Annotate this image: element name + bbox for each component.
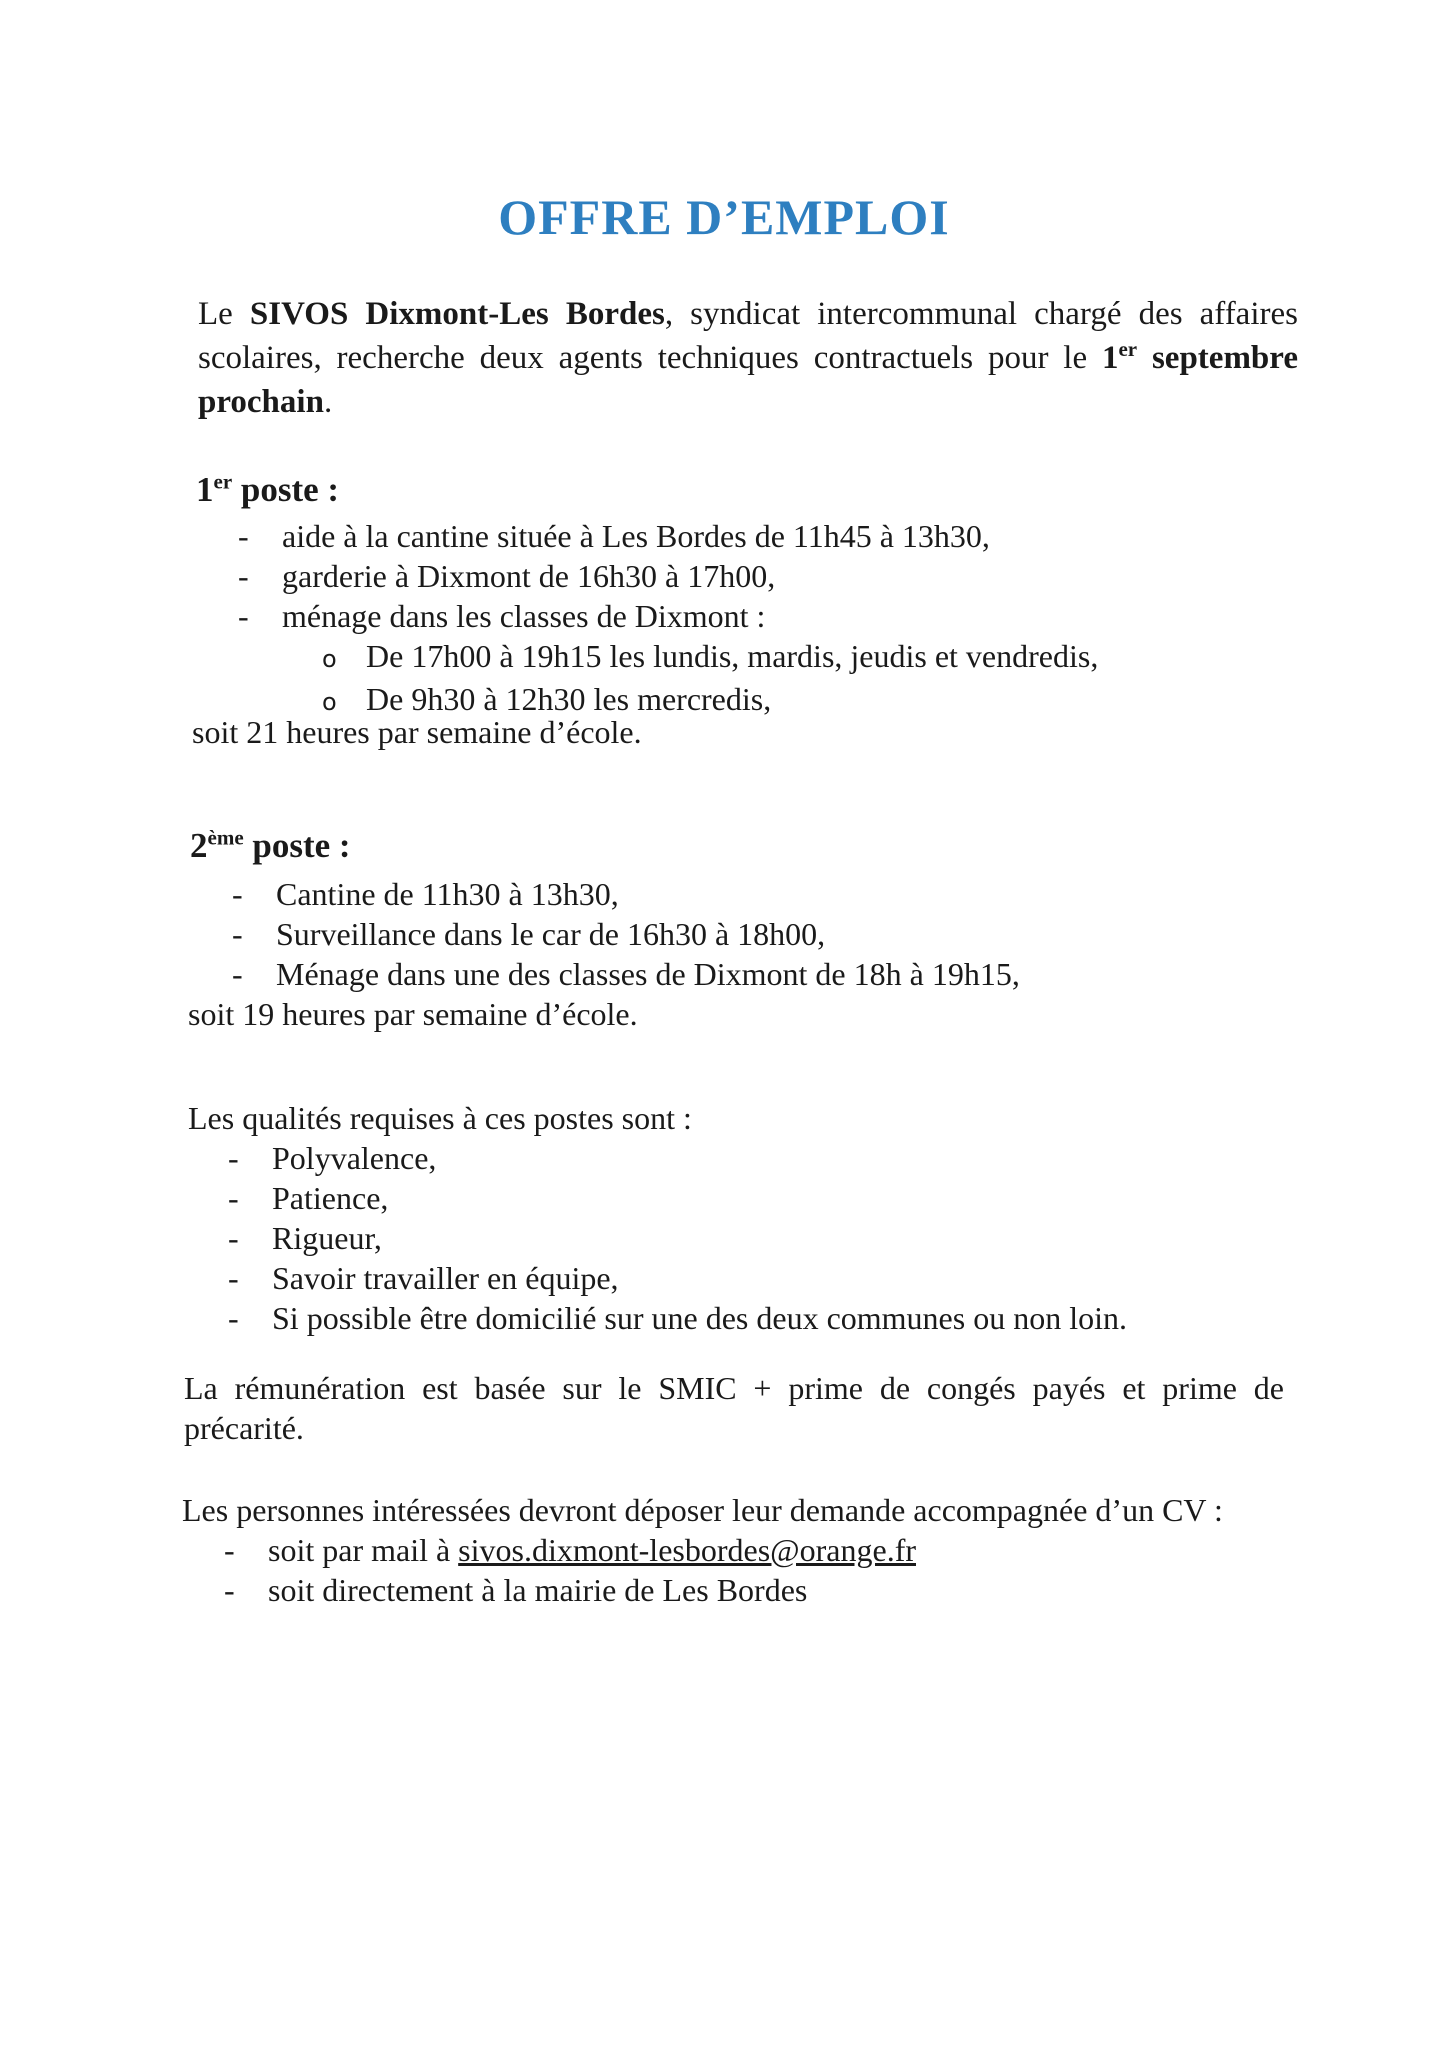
poste-1-sublist — [322, 636, 1098, 722]
application-intro: Les personnes intéressées devront déposer leur demande accompagnée d’un CV : — [182, 1492, 1223, 1528]
dash-marker: - — [228, 1260, 239, 1296]
organization-name: SIVOS Dixmont-Les Bordes — [249, 296, 665, 332]
intro-text-3: . — [323, 384, 333, 420]
qualities-list — [228, 1138, 1127, 1338]
email-link[interactable]: sivos.dixmont-lesbordes@orange.fr — [458, 1532, 916, 1568]
dash-marker: - — [232, 916, 243, 952]
dash-marker: - — [224, 1572, 235, 1608]
poste-1-total: soit 21 heures par semaine d’école. — [192, 714, 642, 750]
qualities-intro: Les qualités requises à ces postes sont : — [188, 1100, 692, 1136]
sublist-item: o De 17h00 à 19h15 les lundis, mardis, jeudis et vendredis, — [322, 636, 1098, 679]
dash-marker: - — [232, 876, 243, 912]
list-item: - soit directement à la mairie de Les Bordes — [224, 1572, 808, 1608]
dash-marker: - — [228, 1220, 239, 1256]
intro-text-1: Le — [198, 296, 250, 332]
list-item: - garderie à Dixmont de 16h30 à 17h00, — [238, 558, 776, 594]
poste-2-heading: 2ème poste : — [190, 825, 351, 865]
dash-marker: - — [228, 1140, 239, 1176]
sublist-item: o De 9h30 à 12h30 les mercredis, — [322, 679, 1098, 722]
poste-2-total: soit 19 heures par semaine d’école. — [188, 996, 638, 1032]
list-item: - Ménage dans une des classes de Dixmont de 18h à 19h15, — [232, 956, 1020, 992]
dash-marker: - — [238, 518, 249, 554]
page-title: OFFRE D’EMPLOI — [498, 189, 950, 245]
circle-bullet-icon: o — [322, 645, 337, 673]
dash-marker: - — [238, 598, 249, 634]
intro-text-2: , syndicat intercommunal chargé des affaires scolaires, recherche deux agents techniques contractuels pour le — [198, 296, 1298, 376]
poste-1-list — [238, 516, 990, 636]
list-item: - Cantine de 11h30 à 13h30, — [232, 876, 619, 912]
list-item: - Surveillance dans le car de 16h30 à 18h00, — [232, 916, 826, 952]
dash-marker: - — [228, 1300, 239, 1336]
list-item: - ménage dans les classes de Dixmont : — [238, 598, 766, 634]
poste-1-heading: 1er poste : — [196, 469, 340, 509]
dash-marker: - — [232, 956, 243, 992]
list-item: - Savoir travailler en équipe, — [228, 1260, 619, 1296]
dash-marker: - — [224, 1532, 235, 1568]
poste-2-list — [232, 874, 1020, 994]
application-list — [224, 1530, 916, 1610]
list-item: - soit par mail à sivos.dixmont-lesbordes@orange.fr — [224, 1532, 916, 1568]
list-item: - Rigueur, — [228, 1220, 382, 1256]
start-date: 1er septembre prochain — [198, 337, 1298, 420]
remuneration-paragraph: La rémunération est basée sur le SMIC + prime de congés payés et prime de précarité. — [184, 1370, 1284, 1446]
circle-bullet-icon: o — [322, 688, 337, 716]
intro-paragraph — [198, 292, 1298, 424]
list-item: - Polyvalence, — [228, 1140, 437, 1176]
list-item: - Si possible être domicilié sur une des deux communes ou non loin. — [228, 1300, 1127, 1336]
dash-marker: - — [228, 1180, 239, 1216]
list-item: - aide à la cantine située à Les Bordes de 11h45 à 13h30, — [238, 518, 990, 554]
list-item: - Patience, — [228, 1180, 389, 1216]
dash-marker: - — [238, 558, 249, 594]
